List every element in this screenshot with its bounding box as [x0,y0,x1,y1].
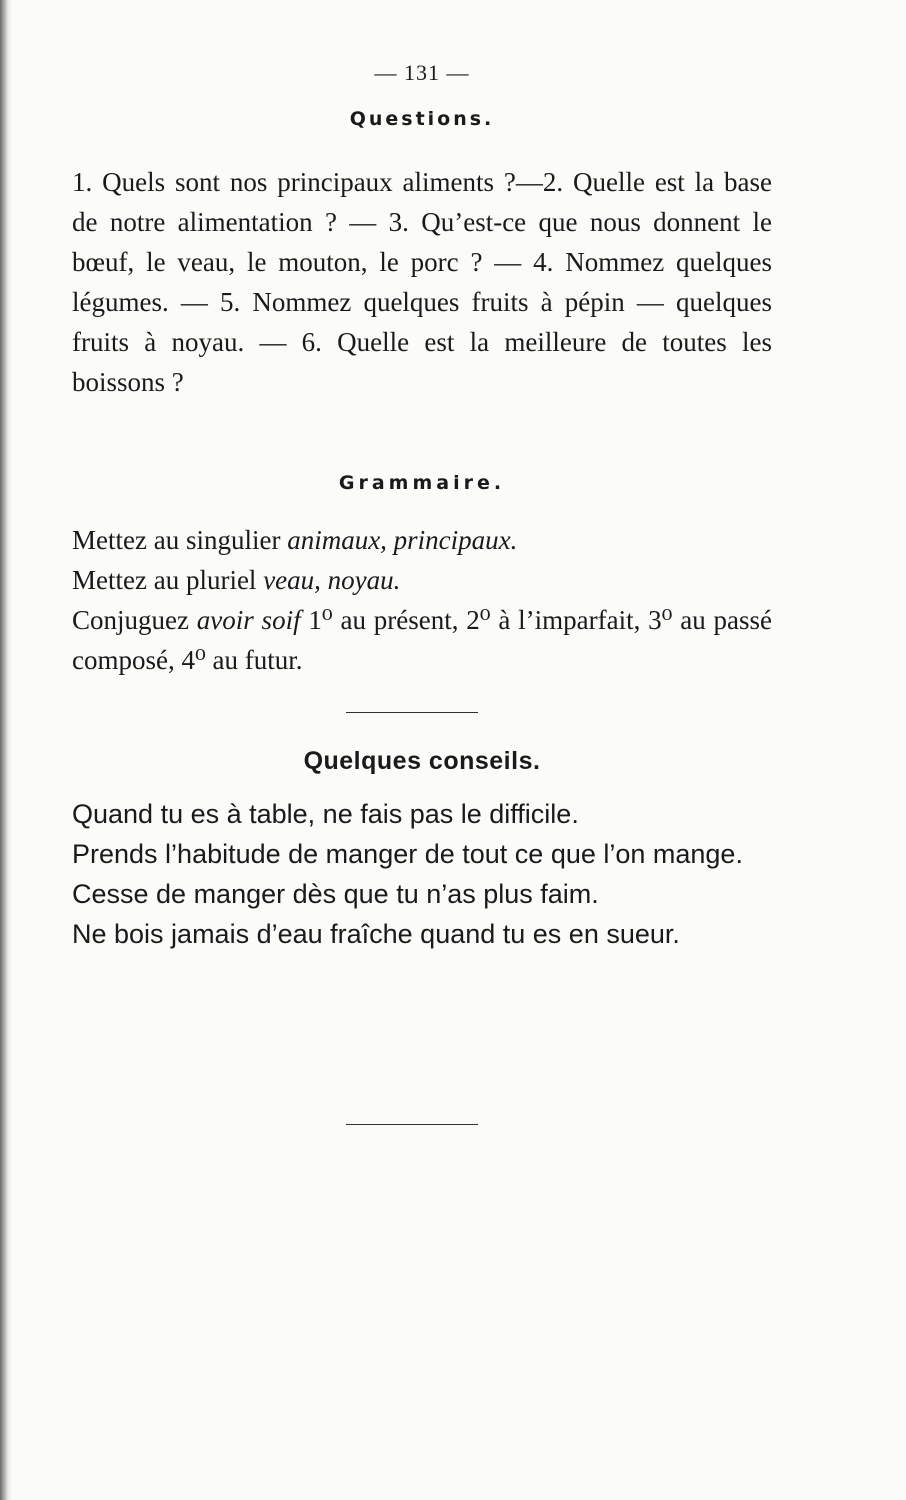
questions-heading: Questions. [349,108,495,130]
advice-heading: Quelques conseils. [303,747,541,775]
grammar-exercise-conjugation [72,600,772,680]
advice-line: Prends l’habitude de manger de tout ce que l’on mange. [72,839,743,869]
book-binding-edge [0,0,12,1500]
section-divider [346,712,478,713]
grammar-tenses: 1⁰ au présent, 2⁰ à l’imparfait, 3⁰ au passé composé, 4⁰ au futur. [72,605,772,675]
end-divider [346,1124,478,1125]
questions-paragraph: 1. Quels sont nos principaux aliments ?—2. Quelle est la base de notre alimentation ? — 3. Qu’est-ce que nous donnent le bœuf, le veau, le mouton, le porc ? — 4. Nommez quelques légumes. — 5. Nommez quelques fruits à pépin — quelques fruits à noyau. — 6. Quelle est la meilleure de toutes les boissons ? [72,167,772,397]
grammar-terms: veau, noyau. [263,565,401,595]
page-number: — 131 — [374,60,470,85]
grammar-instruction: Mettez au singulier [72,525,288,555]
grammar-heading: Grammaire. [338,472,506,494]
book-page [72,60,772,1125]
grammar-instruction: Mettez au pluriel [72,565,264,595]
advice-line: Ne bois jamais d’eau fraîche quand tu es en sueur. [72,919,680,949]
grammar-exercise-singular [72,520,772,560]
grammar-instruction: Conjuguez [72,605,197,635]
advice-line: Cesse de manger dès que tu n’as plus faim. [72,879,599,909]
grammar-terms: avoir soif [196,605,301,635]
grammar-exercise-plural [72,560,772,600]
grammar-terms: animaux, principaux. [287,525,518,555]
advice-line: Quand tu es à table, ne fais pas le difficile. [72,799,579,829]
